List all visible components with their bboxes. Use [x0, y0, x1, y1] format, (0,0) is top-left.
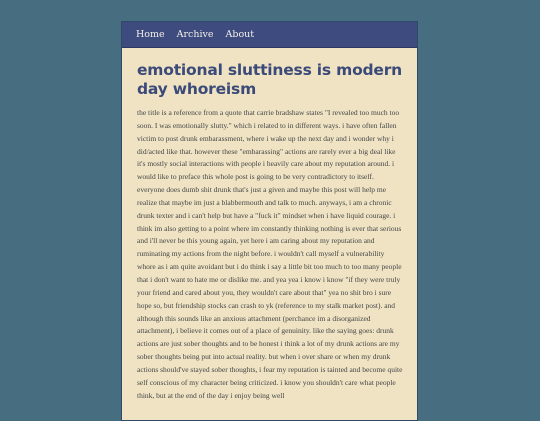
top-nav	[122, 22, 417, 48]
post-content	[122, 48, 417, 402]
post-body-text: the title is a reference from a quote that carrie bradshaw states "I revealed too much too soon. I was emotionally slutty." which i related to in different ways. i have often fallen victim to post drunk embarassment, where i wake up the next day and i wonder why i did/acted like that. however these "embarassing" actions are rarely ever a big deal like it's mostly social interactions with people i heavily care about my reputation around. i would like to preface this whole post is going to be very contradictory to itself. everyone does dumb shit drunk that's just a given and maybe this post will help me realize that maybe im just a blabbermouth and talk to much. anyways, i am a chronic drunk texter and i can't help but have a "fuck it" mindset when i have liquid courage. i think im also getting to a point where im constantly thinking nothing is ever that serious and i'll never be this young again, yet here i am caring about my reputation and ruminating my actions from the night before. i wouldn't call myself a vulnerability whore as i am quite avoidant but i do think i say a little bit too much to too many people that i don't want to hate me or dislike me. and yea yea i know i know "if they were truly your friend and cared about you, they wouldn't care about that" yea no shit bro i sure hope so, but friendship stocks can crash to yk (reference to my stalk market post). and although this sounds like an anxious attachment (perchance im a disorganized attachment), i believe it comes out of a place of genuinity. like the saying goes: drunk actions are just sober thoughts and to be honest i think a lot of my drunk actions are my sober thoughts being put into actual reality. but when i over share or when my drunk actions should've stayed sober thoughts, i fear my reputation is tainted and become quite self conscious of my character being criticized. i know you shouldn't care what people think, but at the end of the day i enjoy being well	[137, 108, 403, 400]
post-title: emotional sluttiness is modern day whoreism	[137, 61, 403, 98]
blog-page	[121, 21, 418, 421]
nav-home-link[interactable]: Home	[136, 29, 165, 40]
nav-about-link[interactable]: About	[225, 29, 255, 40]
nav-archive-link[interactable]: Archive	[176, 29, 214, 40]
